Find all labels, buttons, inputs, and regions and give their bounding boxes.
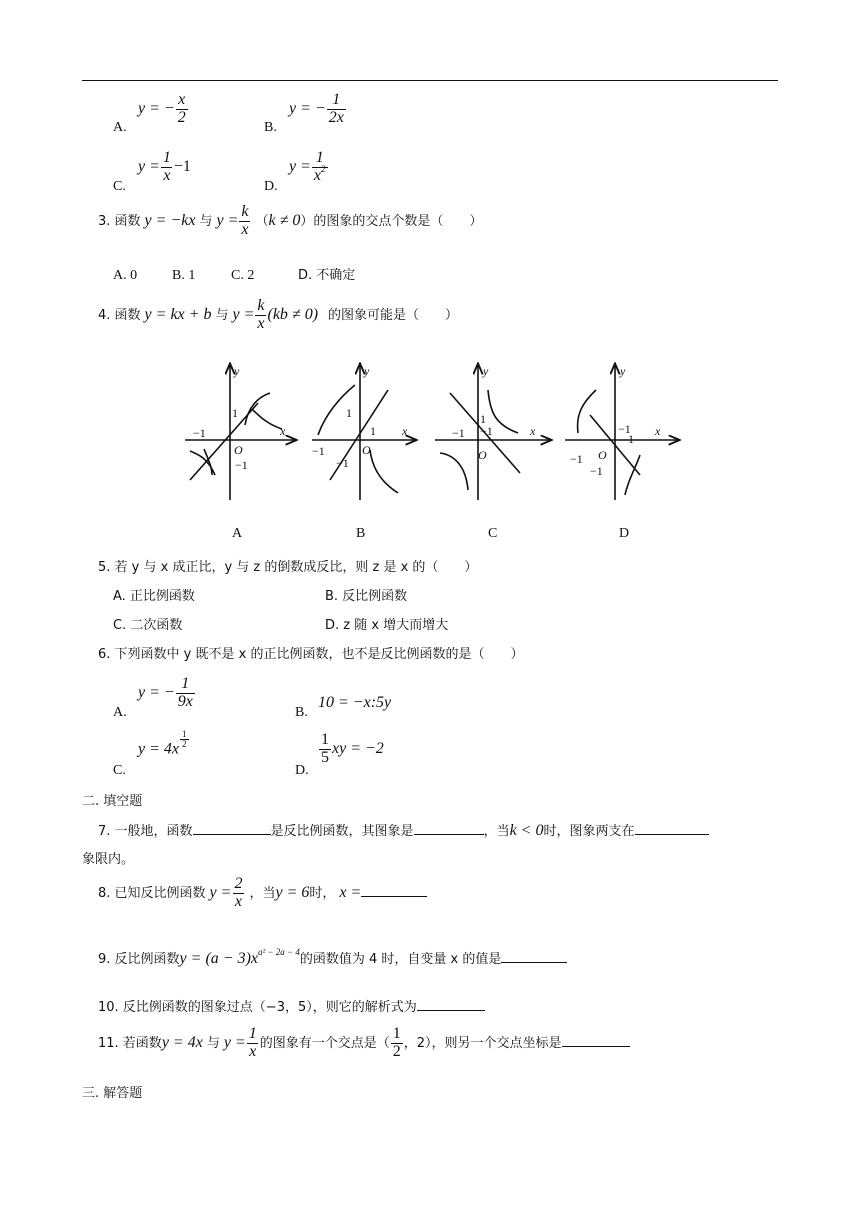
svg-text:O: O [478, 448, 487, 462]
svg-text:x: x [530, 424, 536, 438]
q5-option-b: B. 反比例函数 [325, 589, 408, 604]
svg-text:1: 1 [346, 406, 352, 420]
svg-text:y: y [234, 364, 240, 378]
svg-text:y: y [620, 364, 626, 378]
q5-option-a: A. 正比例函数 [113, 589, 195, 604]
q2-option-c-formula: y = $\frac{1}{x}$ −1 [138, 149, 191, 184]
svg-text:−1: −1 [336, 456, 349, 470]
q11-answer-blank[interactable] [562, 1034, 630, 1047]
graph-label-b: B [356, 526, 366, 541]
q4-graphs [0, 355, 860, 515]
question-11: 11. 若函数y = 4x 与 y = $\frac{1}{x}$ 的图象有一个交点是（ $\frac{1}{2}$ ，2），则另一个交点坐标是 [98, 1026, 630, 1061]
q7-blank-2[interactable] [414, 822, 484, 835]
q8-answer-blank[interactable] [361, 884, 427, 897]
q2-option-a-formula: y = − $\frac{x}{2}$ [138, 91, 186, 126]
q2-option-d-formula: y = $\frac{1}{x^2}$ [289, 149, 326, 184]
question-5: 5. 若 y 与 x 成正比，y 与 z 的倒数成反比，则 z 是 x 的（ ） [98, 560, 478, 575]
svg-text:−1: −1 [570, 452, 583, 466]
svg-text:−1: −1 [235, 458, 248, 472]
question-4: 4. 函数 y = kx + b 与 y = $\frac{k}{x}$ (kb ≠ 0) 的图象可能是（ ） [98, 297, 459, 332]
q5-option-c: C. 二次函数 [113, 618, 183, 633]
svg-text:−1: −1 [193, 426, 206, 440]
q2-option-d-label: D. [264, 179, 278, 194]
q2-option-b-label: B. [264, 120, 277, 135]
section-2-heading: 二. 填空题 [82, 794, 143, 809]
svg-text:−1: −1 [590, 464, 603, 478]
svg-text:O: O [234, 443, 243, 457]
q6-option-c-formula: y = 4x $\frac{1}{2}$ [138, 729, 187, 758]
graph-label-d: D [619, 526, 630, 541]
graph-label-c: C [488, 526, 498, 541]
svg-text:1: 1 [480, 412, 486, 426]
question-8: 8. 已知反比例函数 y = $\frac{2}{x}$ ，当y = 6时， x = [98, 876, 427, 911]
svg-text:O: O [362, 443, 371, 457]
q7-continuation: 象限内。 [82, 852, 135, 867]
svg-text:1: 1 [232, 406, 238, 420]
q6-option-a-formula: y = − $\frac{1}{9x}$ [138, 675, 193, 710]
question-9: 9. 反比例函数$y = (a - 3)x^{a^2 - 2a - 4}$的函数值为 4 时，自变量 x 的值是 [98, 948, 567, 968]
section-3-heading: 三. 解答题 [82, 1086, 143, 1101]
q5-option-d: D. z 随 x 增大而增大 [325, 618, 449, 633]
svg-text:y: y [364, 364, 370, 378]
q6-option-c-label: C. [113, 763, 126, 778]
svg-text:O: O [598, 448, 607, 462]
question-10: 10. 反比例函数的图象过点（−3，5），则它的解析式为 [98, 996, 485, 1016]
svg-text:y: y [483, 364, 489, 378]
svg-text:x: x [280, 424, 286, 438]
q3-options: A. 0 B. 1 C. 2 D. 不确定 [113, 268, 356, 283]
q6-option-d-formula: $\frac{1}{5}$ xy = −2 [321, 731, 384, 766]
q2-option-a-label: A. [113, 120, 127, 135]
q10-answer-blank[interactable] [417, 998, 485, 1011]
question-7: 7. 一般地，函数 是反比例函数，其图象是 ，当k < 0时，图象两支在 [98, 820, 709, 840]
q7-blank-3[interactable] [635, 822, 709, 835]
svg-text:1: 1 [628, 432, 634, 446]
q6-option-d-label: D. [295, 763, 309, 778]
question-6: 6. 下列函数中 y 既不是 x 的正比例函数，也不是反比例函数的是（ ） [98, 647, 524, 662]
svg-text:−1: −1 [452, 426, 465, 440]
svg-text:−1: −1 [618, 422, 631, 436]
q2-option-c-label: C. [113, 179, 126, 194]
graph-b [312, 365, 415, 500]
svg-text:x: x [402, 424, 408, 438]
q7-blank-1[interactable] [193, 822, 271, 835]
svg-text:1: 1 [370, 424, 376, 438]
question-3: 3. 函数 y = −kx 与 y = $\frac{k}{x}$ （k ≠ 0）的图象的交点个数是（ ） [98, 203, 483, 238]
header-rule [82, 80, 778, 81]
q9-answer-blank[interactable] [501, 950, 567, 963]
graph-label-a: A [232, 526, 243, 541]
svg-text:−1: −1 [312, 444, 325, 458]
q6-option-a-label: A. [113, 705, 127, 720]
q2-option-b-formula: y = − $\frac{1}{2x}$ [289, 91, 344, 126]
q6-option-b-label: B. [295, 705, 308, 720]
svg-text:x: x [655, 424, 661, 438]
q6-option-b-formula: 10 = −x:5y [318, 694, 392, 711]
svg-text:−1: −1 [480, 424, 493, 438]
